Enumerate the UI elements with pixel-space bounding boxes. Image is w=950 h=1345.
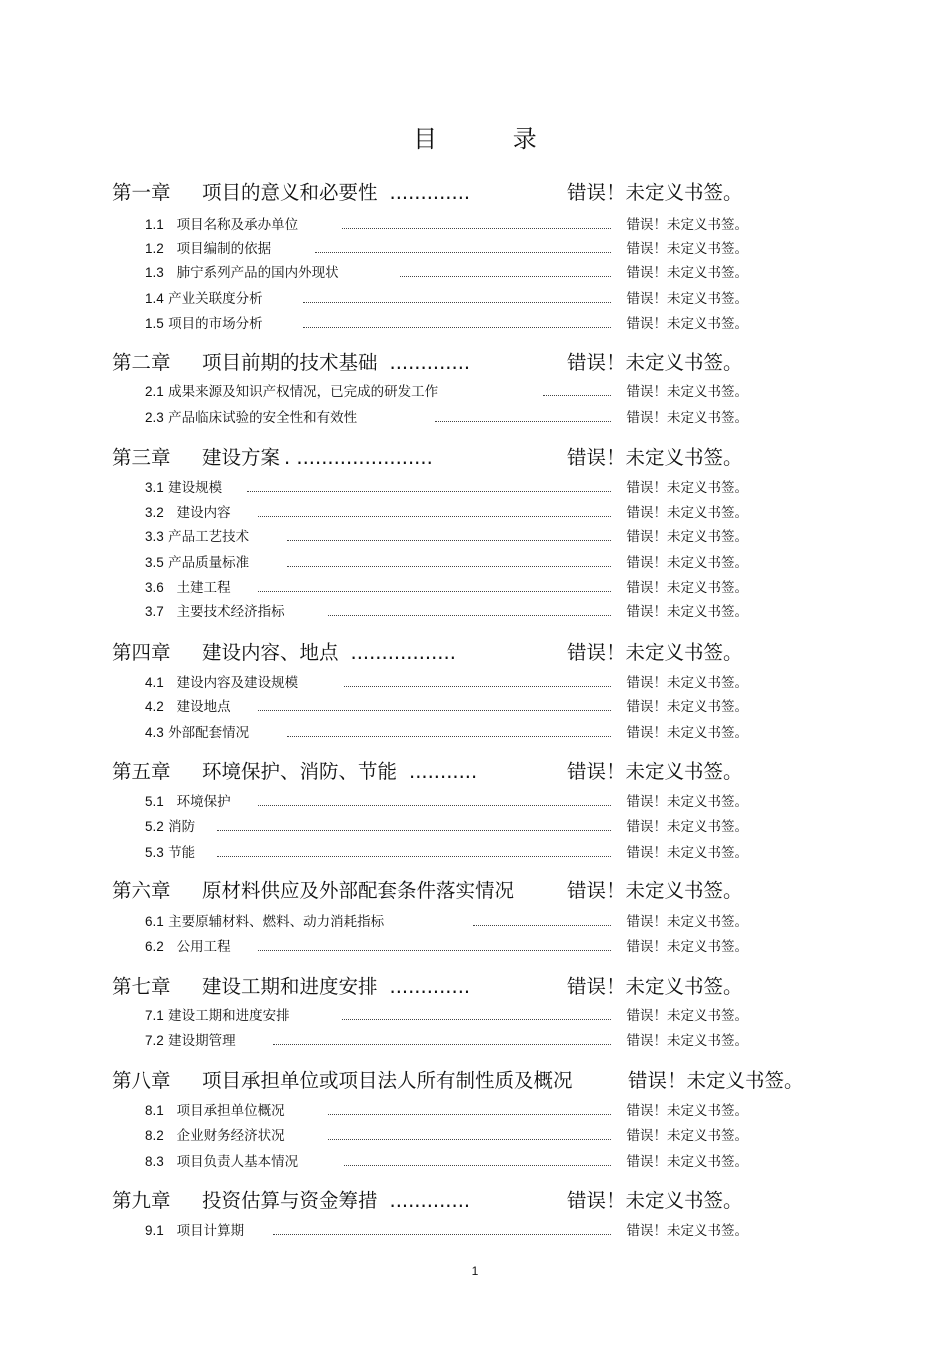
toc-chapter-8[interactable]	[112, 1068, 804, 1094]
page-ref-error: 错误！未定义书签。	[626, 675, 748, 691]
leader-dots	[303, 327, 611, 328]
section-title: 肺宁系列产品的国内外现状	[176, 265, 339, 281]
chapter-title: 项目承担单位或项目法人所有制性质及概况	[202, 1069, 573, 1092]
toc-chapter-6[interactable]	[112, 878, 743, 904]
section-number: 4.2	[145, 699, 164, 714]
section-title: 主要原辅材料、燃料、动力消耗指标	[168, 914, 385, 930]
page-ref-error: 错误！未定义书签。	[567, 446, 743, 469]
section-title: 项目名称及承办单位	[176, 217, 299, 233]
leader-dots: .................	[350, 641, 456, 664]
page-ref-error: 错误！未定义书签。	[628, 1069, 804, 1092]
leader-dots: .............	[389, 181, 471, 204]
section-title: 建设内容及建设规模	[176, 675, 299, 691]
page-ref-error: 错误！未定义书签。	[626, 241, 748, 257]
section-number: 1.5	[145, 316, 164, 331]
toc-section-4-2[interactable]	[145, 697, 748, 717]
toc-section-4-1[interactable]	[145, 673, 748, 693]
section-number: 5.1	[145, 794, 164, 809]
section-number: 8.3	[145, 1154, 164, 1169]
section-number: 8.2	[145, 1128, 164, 1143]
page-ref-error: 错误！未定义书签。	[626, 217, 748, 233]
toc-section-8-1[interactable]	[145, 1101, 748, 1121]
leader-dots	[400, 276, 611, 277]
section-number: 5.3	[145, 845, 164, 860]
chapter-number: 第二章	[112, 351, 171, 374]
section-number: 7.2	[145, 1033, 164, 1048]
toc-chapter-7[interactable]	[112, 974, 743, 1000]
section-number: 3.1	[145, 480, 164, 495]
section-title: 产品工艺技术	[168, 529, 250, 545]
page-ref-error: 错误！未定义书签。	[626, 480, 748, 496]
page-ref-error: 错误！未定义书签。	[567, 1189, 743, 1212]
section-title: 建设期管理	[168, 1033, 236, 1049]
page-ref-error: 错误！未定义书签。	[567, 351, 743, 374]
chapter-number: 第六章	[112, 879, 171, 902]
leader-dots: .............	[389, 1189, 471, 1212]
chapter-number: 第三章	[112, 446, 171, 469]
section-title: 项目承担单位概况	[176, 1103, 285, 1119]
section-title: 主要技术经济指标	[176, 604, 285, 620]
toc-section-4-3[interactable]	[145, 723, 748, 743]
section-title: 消防	[168, 819, 196, 835]
toc-section-5-3[interactable]	[145, 843, 748, 863]
page-ref-error: 错误！未定义书签。	[626, 699, 748, 715]
chapter-number: 第九章	[112, 1189, 171, 1212]
toc-section-8-2[interactable]	[145, 1126, 748, 1146]
leader-dots	[344, 1165, 611, 1166]
page-ref-error: 错误！未定义书签。	[626, 604, 748, 620]
toc-section-3-1[interactable]	[145, 478, 748, 498]
section-number: 1.2	[145, 241, 164, 256]
chapter-title: 项目前期的技术基础	[202, 351, 378, 374]
section-title: 环境保护	[176, 794, 231, 810]
section-number: 7.1	[145, 1008, 164, 1023]
toc-chapter-2[interactable]	[112, 350, 743, 376]
toc-chapter-1[interactable]	[112, 180, 743, 206]
toc-section-1-4[interactable]	[145, 289, 748, 309]
section-number: 3.7	[145, 604, 164, 619]
page-ref-error: 错误！未定义书签。	[567, 181, 743, 204]
page-ref-error: 错误！未定义书签。	[626, 794, 748, 810]
toc-section-1-3[interactable]	[145, 263, 748, 283]
page-ref-error: 错误！未定义书签。	[626, 529, 748, 545]
page-ref-error: 错误！未定义书签。	[626, 1008, 748, 1024]
toc-section-2-1[interactable]	[145, 382, 748, 402]
chapter-title: 环境保护、消防、节能	[202, 760, 398, 783]
section-title: 成果来源及知识产权情况，已完成的研发工作	[168, 384, 439, 400]
page-number: 1	[471, 1264, 479, 1278]
leader-dots	[273, 1044, 611, 1045]
leader-dots	[273, 1234, 611, 1235]
section-title: 产品临床试验的安全性和有效性	[168, 410, 358, 426]
section-title: 建设内容	[176, 505, 231, 521]
page-ref-error: 错误！未定义书签。	[567, 879, 743, 902]
leader-dots	[342, 1019, 611, 1020]
section-number: 2.3	[145, 410, 164, 425]
leader-dots	[217, 830, 611, 831]
chapter-number: 第四章	[112, 641, 171, 664]
section-title: 建设规模	[168, 480, 223, 496]
toc-chapter-4[interactable]	[112, 640, 743, 666]
section-title: 企业财务经济状况	[176, 1128, 285, 1144]
section-title: 外部配套情况	[168, 725, 250, 741]
page-ref-error: 错误！未定义书签。	[626, 265, 748, 281]
section-title: 项目的市场分析	[168, 316, 263, 332]
leader-dots	[344, 686, 611, 687]
page-ref-error: 错误！未定义书签。	[567, 975, 743, 998]
toc-section-6-1[interactable]	[145, 912, 748, 932]
section-number: 9.1	[145, 1223, 164, 1238]
section-number: 3.5	[145, 555, 164, 570]
leader-dots	[247, 491, 611, 492]
toc-section-9-1[interactable]	[145, 1221, 748, 1241]
toc-section-7-2[interactable]	[145, 1031, 748, 1051]
section-number: 5.2	[145, 819, 164, 834]
leader-dots	[543, 395, 611, 396]
page-ref-error: 错误！未定义书签。	[626, 580, 748, 596]
leader-dots	[328, 1114, 611, 1115]
section-number: 4.1	[145, 675, 164, 690]
chapter-title: 建设方案	[202, 446, 281, 469]
toc-section-3-3[interactable]	[145, 527, 748, 547]
section-number: 3.6	[145, 580, 164, 595]
section-number: 1.3	[145, 265, 164, 280]
leader-dots	[328, 1139, 611, 1140]
section-number: 3.2	[145, 505, 164, 520]
toc-section-7-1[interactable]	[145, 1006, 748, 1026]
leader-dots	[287, 566, 611, 567]
leader-dots	[435, 421, 611, 422]
section-title: 土建工程	[176, 580, 231, 596]
page-ref-error: 错误！未定义书签。	[626, 1223, 748, 1239]
toc-section-3-7[interactable]	[145, 602, 748, 622]
page-ref-error: 错误！未定义书签。	[626, 410, 748, 426]
page-ref-error: 错误！未定义书签。	[626, 725, 748, 741]
toc-chapter-9[interactable]	[112, 1188, 743, 1214]
page-ref-error: 错误！未定义书签。	[626, 914, 748, 930]
section-number: 6.1	[145, 914, 164, 929]
section-title: 项目计算期	[176, 1223, 245, 1239]
toc-section-1-5[interactable]	[145, 314, 748, 334]
section-title: 建设工期和进度安排	[168, 1008, 290, 1024]
leader-dots	[258, 591, 611, 592]
chapter-title: 项目的意义和必要性	[202, 181, 378, 204]
section-title: 节能	[168, 845, 196, 861]
leader-dots	[303, 302, 611, 303]
chapter-number: 第一章	[112, 181, 171, 204]
section-title: 公用工程	[176, 939, 231, 955]
section-number: 2.1	[145, 384, 164, 399]
chapter-title: 投资估算与资金筹措	[202, 1189, 378, 1212]
leader-dots	[287, 736, 611, 737]
leader-dots	[287, 540, 611, 541]
toc-section-5-1[interactable]	[145, 792, 748, 812]
toc-section-8-3[interactable]	[145, 1152, 748, 1172]
page-ref-error: 错误！未定义书签。	[626, 819, 748, 835]
section-title: 产品质量标准	[168, 555, 250, 571]
page-ref-error: 错误！未定义书签。	[626, 1154, 748, 1170]
page-ref-error: 错误！未定义书签。	[567, 760, 743, 783]
page-ref-error: 错误！未定义书签。	[626, 1033, 748, 1049]
page-ref-error: 错误！未定义书签。	[626, 555, 748, 571]
section-number: 6.2	[145, 939, 164, 954]
chapter-number: 第七章	[112, 975, 171, 998]
leader-dots: . ......................	[284, 446, 433, 469]
toc-section-3-5[interactable]	[145, 553, 748, 573]
leader-dots	[258, 950, 611, 951]
page-ref-error: 错误！未定义书签。	[626, 384, 748, 400]
toc-section-1-1[interactable]	[145, 215, 748, 235]
page-ref-error: 错误！未定义书签。	[626, 939, 748, 955]
section-number: 4.3	[145, 725, 164, 740]
toc-section-5-2[interactable]	[145, 817, 748, 837]
leader-dots	[217, 856, 611, 857]
chapter-title: 建设工期和进度安排	[202, 975, 378, 998]
section-title: 项目负责人基本情况	[176, 1154, 299, 1170]
toc-chapter-5[interactable]	[112, 759, 743, 785]
section-number: 1.1	[145, 217, 164, 232]
toc-section-2-3[interactable]	[145, 408, 748, 428]
chapter-number: 第八章	[112, 1069, 171, 1092]
chapter-title: 建设内容、地点	[202, 641, 339, 664]
leader-dots	[342, 228, 611, 229]
leader-dots	[258, 516, 611, 517]
toc-section-3-6[interactable]	[145, 578, 748, 598]
leader-dots	[328, 615, 611, 616]
leader-dots	[473, 925, 611, 926]
toc-title: 目 录	[413, 125, 571, 153]
page-ref-error: 错误！未定义书签。	[626, 1103, 748, 1119]
section-title: 项目编制的依据	[176, 241, 272, 257]
toc-chapter-3[interactable]	[112, 445, 743, 471]
page-ref-error: 错误！未定义书签。	[626, 291, 748, 307]
section-number: 3.3	[145, 529, 164, 544]
toc-section-3-2[interactable]	[145, 503, 748, 523]
leader-dots: .............	[389, 351, 471, 374]
chapter-title: 原材料供应及外部配套条件落实情况	[202, 879, 515, 902]
leader-dots	[258, 805, 611, 806]
section-title: 建设地点	[176, 699, 231, 715]
section-title: 产业关联度分析	[168, 291, 263, 307]
leader-dots	[258, 710, 611, 711]
leader-dots: .............	[389, 975, 471, 998]
toc-section-1-2[interactable]	[145, 239, 748, 259]
leader-dots	[315, 252, 611, 253]
page-ref-error: 错误！未定义书签。	[567, 641, 743, 664]
chapter-number: 第五章	[112, 760, 171, 783]
page-ref-error: 错误！未定义书签。	[626, 505, 748, 521]
page-ref-error: 错误！未定义书签。	[626, 316, 748, 332]
section-number: 8.1	[145, 1103, 164, 1118]
section-number: 1.4	[145, 291, 164, 306]
page-ref-error: 错误！未定义书签。	[626, 845, 748, 861]
page-ref-error: 错误！未定义书签。	[626, 1128, 748, 1144]
toc-section-6-2[interactable]	[145, 937, 748, 957]
leader-dots: ...........	[409, 760, 478, 783]
